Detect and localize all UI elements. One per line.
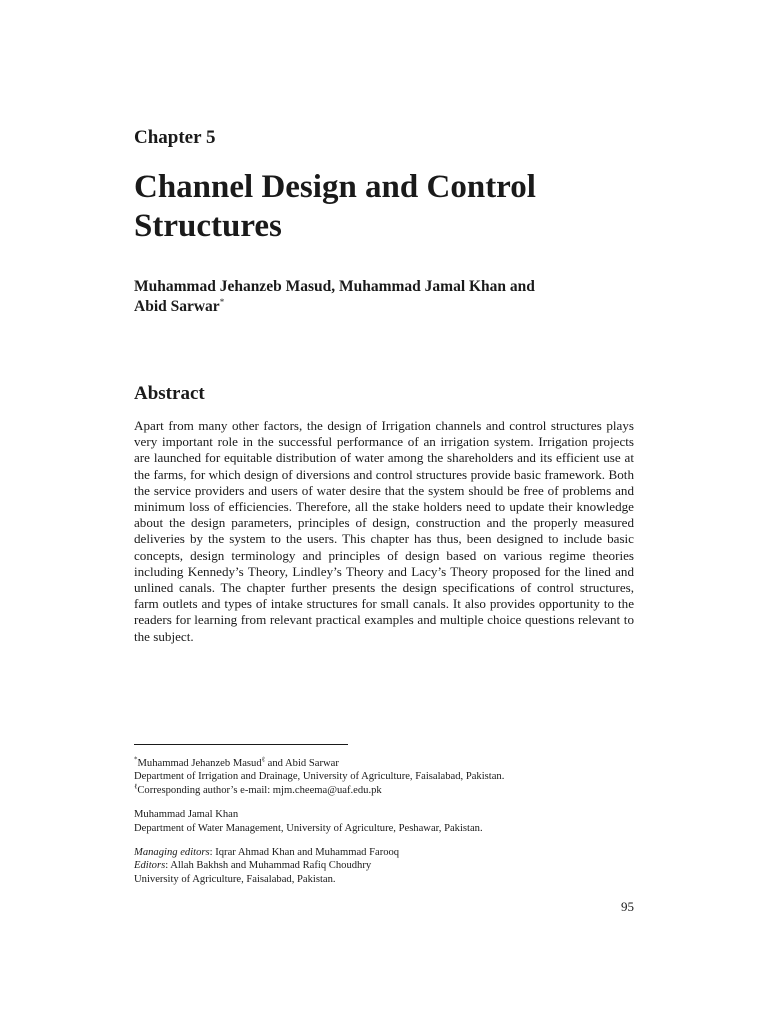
footnote-authors bbox=[134, 757, 634, 770]
authors-line-1: Muhammad Jehanzeb Masud, Muhammad Jamal Khan and bbox=[134, 278, 535, 295]
footnote-author-name: and Abid Sarwar bbox=[265, 758, 339, 769]
editors bbox=[134, 859, 634, 872]
footnote-department-2: Department of Water Management, University of Agriculture, Peshawar, Pakistan. bbox=[134, 822, 483, 834]
managing-editors bbox=[134, 846, 634, 859]
publisher-university: University of Agriculture, Faisalabad, Pakistan. bbox=[134, 873, 336, 885]
managing-editors-names: : Iqrar Ahmad Khan and Muhammad Farooq bbox=[209, 847, 400, 859]
footnote-author-name: Muhammad Jehanzeb Masud bbox=[137, 758, 262, 769]
corresponding-marker: * bbox=[219, 296, 225, 307]
editors-label: Editors bbox=[134, 860, 166, 872]
footnotes bbox=[134, 757, 634, 886]
corresponding-email-text: Corresponding author’s e-mail: mjm.cheema@uaf.edu.pk bbox=[137, 784, 382, 796]
editors-names: : Allah Bakhsh and Muhammad Rafiq Choudhry bbox=[165, 860, 372, 872]
chapter-label: Chapter 5 bbox=[134, 127, 216, 148]
chapter-title: Channel Design and Control Structures bbox=[134, 169, 536, 244]
footnote-divider bbox=[134, 744, 348, 745]
abstract-heading: Abstract bbox=[134, 383, 205, 404]
authors-line-2: Abid Sarwar bbox=[134, 298, 220, 315]
footnote-department: Department of Irrigation and Drainage, University of Agriculture, Faisalabad, Pakistan. bbox=[134, 771, 505, 783]
footnote-marker: * bbox=[134, 755, 138, 764]
page-number: 95 bbox=[621, 899, 634, 914]
managing-editors-label: Managing editors bbox=[134, 847, 210, 859]
footnote-marker: ℓ bbox=[134, 782, 138, 791]
author-list bbox=[134, 277, 654, 317]
abstract-body: Apart from many other factors, the design of Irrigation channels and control structures plays very important role in the successful performance of an irrigation system. Irrigation projects are launched for equitable distribution of water among the shareholders and its efficient use at the farms, for which design of diversions and control structures provide basic framework. Both the service providers and users of water desire that the system should be free of problems and minimum loss of efficiencies. Therefore, all the stake holders need to update their knowledge about the design parameters, principles of design, construction and the properly measured deliveries by the system to the users. This chapter has thus, been designed to include basic concepts, design terminology and principles of design based on various regime theories including Kennedy’s Theory, Lindley’s Theory and Lacy’s Theory proposed for the lined and unlined canals. The chapter further presents the design specifications of control structures, farm outlets and types of intake structures for small canals. It also provides opportunity to the readers for learning from relevant practical examples and multiple choice questions relevant to the subject. bbox=[134, 418, 634, 644]
footnote-author-2: Muhammad Jamal Khan bbox=[134, 809, 239, 821]
footnote-corresponding bbox=[134, 784, 634, 797]
footnote-marker: ℓ bbox=[261, 755, 266, 764]
